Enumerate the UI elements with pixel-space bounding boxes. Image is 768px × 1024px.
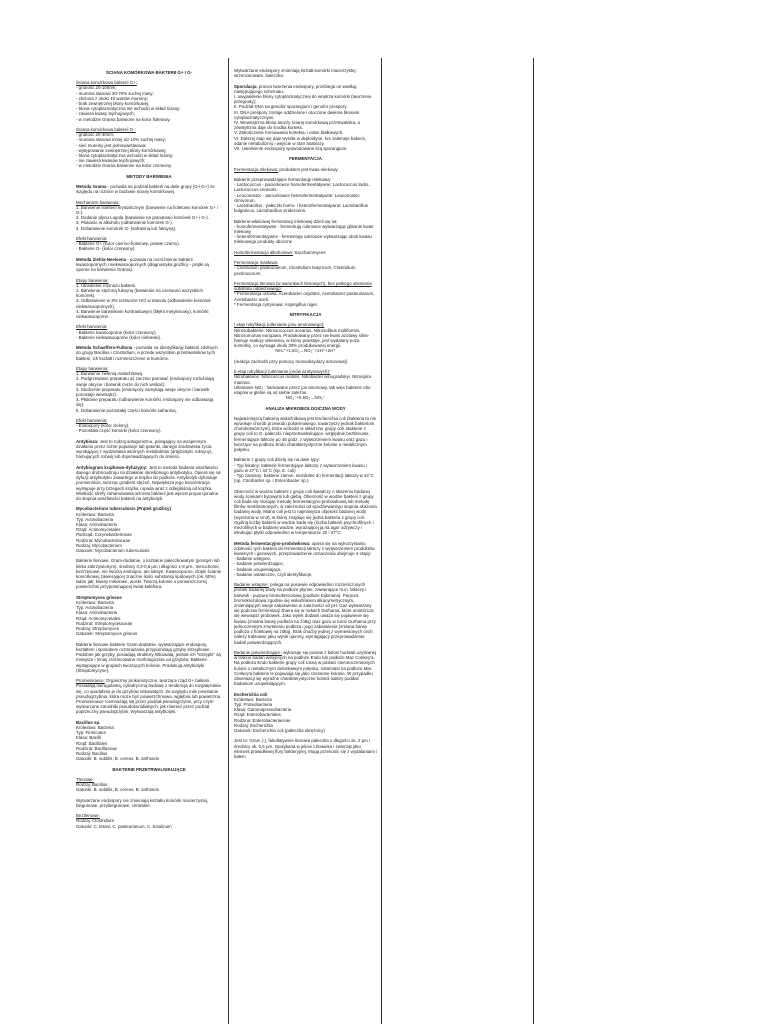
antybiogram-name: Antybiogram krążkowo-dyfuzyjny: xyxy=(76,464,148,470)
anaerobic-heading: Beztlenowe: xyxy=(76,813,100,819)
ecoli-tax-list xyxy=(234,697,377,733)
nit1-equation: NH₄⁺+1,5O₂→NO₂⁻+2H⁺+2H⁺ xyxy=(275,348,336,354)
gneg-section xyxy=(76,127,222,169)
aerobic-list xyxy=(76,782,222,792)
strep-tax-list xyxy=(76,600,222,636)
list-line: I. uwypuklenie błony cytoplazmatycznej do wnętrza komórki (tworzenie przegrody); xyxy=(234,94,372,105)
confirm-test-heading: Badanie potwierdzające: xyxy=(234,649,282,655)
confirm-test-paragraph xyxy=(234,650,377,686)
nit2-text: Nitrobakterie: Nitrococcus mobilis, Nitrobacter winogradskyi, Nitrospira marinus. xyxy=(234,374,371,385)
section-title-fermentation: FERMENTACJA xyxy=(289,156,322,162)
list-line: Gatunek: Mycobacterium tuberculosis xyxy=(76,548,150,554)
column-divider-middle xyxy=(381,58,382,1024)
section-title-staining: METODY BARWIENIA xyxy=(126,173,172,179)
strep-taxonomy xyxy=(76,595,222,637)
list-line: 2. Dodanie płynu Lugola (barwienie na granatowo komórek G+ i G-). xyxy=(76,215,209,221)
list-line: Rodzaj: Streptomyces xyxy=(76,626,119,632)
sporulation-name: Sporulacja xyxy=(234,83,257,89)
sf-stages-list xyxy=(76,371,222,413)
column-divider-right xyxy=(533,58,534,1024)
zn-stages xyxy=(76,278,222,320)
gram-paragraph xyxy=(76,184,222,194)
list-line: - grubość 20-100nm; xyxy=(76,85,117,91)
list-line: - Typ zamiany: bakterie zienne, niezdolne do fermentacji laktozy w 44°C (np. Citrobacter sp. i Enterobacter sp.). xyxy=(234,473,374,484)
list-line: Rodzaj: Escherichia xyxy=(234,722,273,728)
list-line: - w metodzie Grama barwione na kolor fioletowy. xyxy=(76,116,171,122)
list-line: Typ: Actinobacteria xyxy=(76,605,114,611)
list-line: II. Podział DNA na genofor sporangium i genofor prespory. xyxy=(234,104,348,110)
list-line: Klasa: Bacilli xyxy=(76,735,101,741)
myco-taxonomy xyxy=(76,506,222,553)
anaerobic-list xyxy=(76,818,222,828)
sf-effect-list xyxy=(76,423,222,433)
gram-name: Metoda Grama xyxy=(76,184,107,190)
section-title-spore-bacteria: BAKTERIE PRZETRWALNIKUJĄCE xyxy=(112,766,186,772)
sporulation-section xyxy=(234,84,377,152)
list-line: 4. Barwienie barwnikiem kontrastowym (błękit metylenowy); komórki niekwasooporne. xyxy=(76,308,209,320)
nit1-text: Nitrosobakterie: Nitrosococcus oceanus, Nitrosolibus multiformis, Nitrosomonas europaea. Produkowany przez nie kwas azotawy silnie hamuje reakcję utlenienia, w której powstaje, jest wydalany poza komórkę, co wymaga około 30% produkowanej energii. xyxy=(234,327,369,349)
promieniowce-text: Organizmy prokariotyczne, tworzące rząd G+ bakterii. Posiadają nierugulatną, cylindryczną budowę z tendencją do rozgałęziania się, co upodabnia je do grzybów nitkowatych. Ze względu mile powstanie pseudogrzybnia, która może być powierzchniowa, wgłębna lub powietrzna. Promieniowce rozmnażają się przez podział pseudogrzybni, przy czym wytworzone zarodniki pseudokonidialnych, jak również przez podział poprzeczny pseudogrzybni. Wytwarzają antybiotyki. xyxy=(76,678,222,715)
confirm-test-text: wykonuje się posiew z koloni hodowli uzyskanej w trakcie badań wstępnych na podłoże Endo lub podłoże Mac Conkey'a. Na podłożu Endo bakterie grupy coli rosną w postaci ciemnoczerwonych kolonii o metalicznym zielonkawym połysku, natomiast na podłożu Mac Conkey'a bakterie te pojawiają się jako czerwone kolonie. W przypadku obserwacji się wyraźne charakterystyczne kolonii należy poddać badaniom uzupełniającym. xyxy=(234,649,377,687)
list-line: Klasa: Gammaproteobacteria xyxy=(234,707,292,713)
list-line: 4. Płukanie preparatu (odbarwienie komórki, endospory nie odbarwiają się). xyxy=(76,397,214,408)
ecoli-taxonomy xyxy=(234,692,377,734)
alcohol-paragraph xyxy=(234,250,377,255)
sporulation-steps xyxy=(234,94,377,151)
list-line: 2. Barwienie stężoną fuksyną (barwienie na czerwono wszystkich komórek). xyxy=(76,288,203,299)
aerobic-section xyxy=(76,777,222,793)
list-line: Gatunek: Streptomyces griseus xyxy=(76,631,138,637)
list-line: Gatunki: C. tetani, C. pasteurianum, C. botulinum xyxy=(76,823,172,829)
list-line: - badanie potwierdzające, xyxy=(234,561,285,567)
zn-stages-heading: Etapy barwienia: xyxy=(76,277,109,283)
list-line: Królestwo: Bacteria xyxy=(76,511,114,517)
list-line: Bakterie z grupy coli dzielą się na dwie typy: xyxy=(234,457,320,463)
myco-tax-list xyxy=(76,512,222,554)
list-line: - nie zawiera kwasów tejchojowych; xyxy=(76,158,146,164)
list-line: - brak zewnętrznej błony komórkowej; xyxy=(76,101,150,107)
list-line: - mureina stanowi mniej niż 10% suchej masy; xyxy=(76,137,167,143)
list-line: Rząd: Bacillales xyxy=(76,740,108,746)
list-line: Bakterie przeprowadzające fermentację mlekową: xyxy=(234,177,331,183)
list-line: Rodzina: Enterobacteriaceae xyxy=(234,717,291,723)
section-title-nitrification: NITRYFIKACJA xyxy=(289,312,322,318)
list-line: Rodzina: Bacillaceae xyxy=(76,745,118,751)
gram-effect-heading: Efekt barwienia: xyxy=(76,236,108,242)
list-line: VII. Uwolnienie endospory spowodowane lizą sporangium. xyxy=(234,146,348,152)
list-line: - Bakterie kwasooporne (kolor czerwony). xyxy=(76,329,157,335)
list-line: - Pozostała część komórki (kolor czerwony). xyxy=(76,428,162,434)
gpos-list xyxy=(76,85,222,121)
list-line: Klasa: Actinobacteria xyxy=(76,610,118,616)
lactic-types-list xyxy=(234,219,377,245)
list-line: Gatunki: B. subtilis, B. cereus, B. anthracis xyxy=(76,756,159,762)
gram-mech-list xyxy=(76,205,222,231)
list-line: - sieć mureiny jest jednowarstwowa; xyxy=(76,142,147,148)
initial-test-heading: Badanie wstępne: xyxy=(234,582,269,588)
promieniowce-name: Promieniowce: xyxy=(76,678,105,684)
list-line: Typ: Firmicutes xyxy=(76,730,106,736)
list-line: - Lactobacillus - pałeczki homo- i heterofermentatywne: Lactobacillus bulgaricus, Lactobacillus viridescens. xyxy=(234,203,368,214)
zn-effect-list xyxy=(76,330,222,340)
strep-name: Streptomyces griseus xyxy=(76,594,122,600)
sf-stages xyxy=(76,366,222,413)
sf-name: Metoda Schaeffera-Fultona xyxy=(76,345,133,351)
list-line: Rodzina: Streptomycetaceae xyxy=(76,620,133,626)
list-line: 1. Barwienie zielenią malachitową. xyxy=(76,371,144,377)
butyric-list xyxy=(234,265,377,275)
list-line: VI. Dalszej etap się daje wyszła w deploidyne, kre zalemeje bakeric, udanie metabolizmu i wejście w stan anabiozy. xyxy=(234,135,367,146)
list-line: - homofermentatywne - fermentują cukrowce wytwarzając głównie kwas mlekowy xyxy=(234,223,374,235)
list-line: - Bakterie G- (kolor czerwony). xyxy=(76,246,136,252)
sporulation-paragraph xyxy=(234,84,377,94)
gram-mech-heading: Mechanizm barwienia: xyxy=(76,199,120,205)
sf-effect xyxy=(76,418,222,434)
list-line: - badanie uzupełniające, xyxy=(234,566,282,572)
anaerobic-section xyxy=(76,813,222,829)
water-coli-types xyxy=(234,457,377,483)
text-column-1 xyxy=(76,68,222,1024)
list-line: Rodzaj: Clostridium xyxy=(76,818,115,824)
antybioza-name: Antybioza: xyxy=(76,438,99,444)
list-line: III. DNA prespory zostaje oddzielone i otoczone dwiema błonami cytoplazmatycznymi. xyxy=(234,109,360,120)
list-line: 3. Studzenie preparatu (endospory zamykają swoje okrycie i barwnik pozostaje wewnątrz). xyxy=(76,386,210,398)
list-line: Bakterie-właściwej fermentacji mlekowej dzieli się na: xyxy=(234,218,338,224)
bacillus-name: Bacillus sp. xyxy=(76,719,101,725)
gram-text: - pozwala na podział bakterii na dwie grupy (G-i G+) ze względu na różnice w budowie ściany komórkowej. xyxy=(76,184,215,195)
aerobic-ferm-heading: Fermentacja tlenowa (w warunkach tlenowych), bez pełnego utlenienia substratu oddechowego: xyxy=(234,281,372,292)
strep-description: Bakterie tlenowe bakterie Gram-dodatnie, wytwarzające endospory, kształtem i sposobem rozmnażania przypominają grzyby strzępkowe. Podobne jak grzyby, posiadają struktury nitkowatą, jednak ich "strzępki" są mniejsze i mniej zróżnicowane morfologicznie od grzybów. Bakterie występujące w grupach tworzących kolonie. Produkują antybiotyki (Streptomycyne). xyxy=(76,641,221,673)
antybiogram-text: Jest to metoda badania wrażliwości danego drobnoustroju na działanie określonego antybiotyku. Opiera się na dyfuzji antybiotyku zawartego w krążku do podłoża. Antybiotyk dyfunduje promieniście, tworząc gradient stężeń. Największa jego koncentracja występuje przy brzegach krążka i spada wraz z odległością od krążka. Wielkość strefy zahamowania wzrostu bakterii jest wprost proporcjonalna do stopnia wrażliwości bakterii na antybiotyk. xyxy=(76,464,221,502)
promieniowce-paragraph xyxy=(76,678,222,714)
list-line: 5. Dobarwienie pozostałej części komórki safraniną. xyxy=(76,407,177,413)
zn-text: - pozwala na rozróżnienie bakterii kwasoopornych i niekwasoopornych (diagnostyka gruźlicy - prątki są oporne na barwienie Grama). xyxy=(76,256,210,273)
list-line: - heterofermentatywne - fermentują cukrowce wytwarzając obok kwasu mlekowego produkty uboczne xyxy=(234,234,372,245)
section-title-water-analysis: ANALIZA MIKROBIOLOGICZNA WODY xyxy=(265,405,346,411)
nit1-heading: I etap nitryfikacji (utlenianie jonu amonowego): xyxy=(234,322,325,328)
ecoli-name: Escherichia coli xyxy=(234,691,268,697)
list-line: Rodzaj: Bacillus xyxy=(76,781,108,787)
aerobic-description: Wytwarzane endospory nie zmieniają kształtu komórki macierzystej, biegunowe, przybiegunowe, centralne. xyxy=(76,797,209,808)
list-line: - wytępowanie zewnętrznej błony komórkowej; xyxy=(76,147,167,153)
intro-paragraph: Wytwarzane endospory zmieniają kształt komórki macierzystej: wrzecionowate, bułeczka. xyxy=(234,68,357,79)
list-line: 2. Podgrzewanie preparatu aż zacznie parować (endospory rozluźniają swoje okrycie i barwnik może do nich wnikać). xyxy=(76,376,214,387)
zn-effect-heading: Efekt barwienia: xyxy=(76,324,108,330)
ecoli-description: Jest to: Gram (-), fakultatywnie tlenowa pałeczka o długości ok. 2 µm i średnicy ok. 0,6 µm. Spotykana w jelicie człowieka i zwierząt jako element prawidłowej flory bakteryjnej. Mogą przenosić się z wydalaniami i kałem. xyxy=(234,738,377,759)
sf-stages-heading: Etapy barwienia: xyxy=(76,366,109,372)
nit2-heading: II etap nitryfikacji (utlenianie jonów azotynowych): xyxy=(234,369,331,375)
zn-effect xyxy=(76,324,222,340)
mfp-text: opiera się na wykorzystaniu zdolności tych bakterii do fermentacji laktozy z wytworzeniem produktów kwaśnych i gazowych, przeprowadzenie oznaczenia obejmuje 4 etapy: xyxy=(234,540,375,557)
list-line: Królestwo: Bacteria xyxy=(234,696,272,702)
myco-name: Mycobacterium tuberculosis (Prątek gruźlicy) xyxy=(76,506,171,512)
mfp-section xyxy=(234,541,377,577)
list-line: - w metodzie Grama barwione na kolor czerwony. xyxy=(76,163,173,169)
zn-paragraph xyxy=(76,257,222,273)
list-line: IV. Wewnątrzna błona tworzy ścianę komórkową przetrwalnika, a zewnętrzna daje do środka korteks. xyxy=(234,120,360,131)
nitrification-stage-1 xyxy=(234,322,377,353)
list-line: - błona cytoplazmatyczna nie wchodzi w skład ściany; xyxy=(76,106,181,112)
nit2-equation: NO₂⁻+0,5O₂→NO₃⁻ xyxy=(285,395,326,401)
list-line: - mureina stanowi 30-70% suchej masy; xyxy=(76,90,154,96)
zn-name: Metoda Ziehla-Neelsena xyxy=(76,256,127,262)
list-line: Królestwo: Bacteria xyxy=(76,600,114,606)
list-line: - złożona z około 40 warstw mureiny; xyxy=(76,95,148,101)
nit1-note: (reakcja zachodzi przy pomocy monooksydazy amonowej) xyxy=(234,358,348,364)
mfp-paragraph xyxy=(234,541,377,557)
alcohol-heading: Homofermentacja alkoholowa: xyxy=(234,249,294,255)
water-paragraph-3: Obecność w wodzie bakterii z grupy coli świadczy o skażeniu badanej wody ściekami bytowymi lub glebą. Obecność w wodzie bakterii z grupy coli bada się stosując metodę fermentacyjno-probówkową lub metodę filtrów membranowych, w zależności od spodziewanego stopnia skażenia badanej wody. Miano coli jest to najmniejsza objętość badanej wody (wyrażona w cm3), w której znajduje się jedna bakteria z grupy coli. Ogólną liczbę bakterii w wodzie bada się (liczba bakterii psychrofilnych i mezofilnych w badanej wodzie, wyrażającej ją na agar odżywczy i inkubując płytki odpowiednio w temperaturze 20 i 37°C. xyxy=(234,488,377,536)
aerobic-heading: Tlenowe: xyxy=(76,776,94,782)
list-line: Gatunek: Escherichia coli (pałeczka okrężnicy) xyxy=(234,727,325,733)
sporulation-text: : proces tworzenia endospory, przebiega on według następującego schematu: xyxy=(234,83,357,94)
list-line: 3. Płukanie w alkoholu (odbarwienie komórek G-). xyxy=(76,220,173,226)
aerobic-ferm-section xyxy=(234,281,377,307)
gneg-heading: Ściana komórkowa bakterii G-: xyxy=(76,127,136,133)
list-line: * Fermentacja cytrynowa: Aspergillus niger. xyxy=(234,301,318,307)
bacillus-taxonomy xyxy=(76,720,222,762)
list-line: - Leuconostoc - paciorkowce heterofermentatywne: Leuconostoc citrovorum. xyxy=(234,192,360,203)
bacillus-tax-list xyxy=(76,725,222,761)
antybioza-text: Jest to rodzaj antagonizmu, polegający na wzajemnym działaniu przez różne populacje lub gatunki, danego środowiska życia wynikającej z wydzielania wtórnych metabolitów (antybiotyki, toksyny), hamujących rozwój lub doprowadzających do śmierci. xyxy=(76,438,213,460)
list-line: - Bakterie niekwasooporne (kolor niebieski). xyxy=(76,334,162,340)
list-line: - Typ fekalny: bakterie fermentujące laktozę z wytworzeniem kwasu i gazu w 37°C i 44°C (np. E. coli) xyxy=(234,462,367,473)
lactic-paragraph xyxy=(234,167,377,172)
list-line: - Endospory (kolor zielony). xyxy=(76,423,130,429)
list-line: 4. Dobarwienie komórek G- (safraniną lub fuksyną). xyxy=(76,225,177,231)
list-line: - badanie ostateczne, czyli identyfikacje. xyxy=(234,571,313,577)
lactic-text: produktem jest kwas mlekowy xyxy=(278,166,338,172)
water-paragraph-1: Najważniejszą bakterią wskaźnikową jest Escherichia coli (bakteria ta nie wywołuje chorób przewodu pokarmowego, towarzyszy jednak bakteriom chorobotwórczym), która wchodzi w skład tzw. grupy coli. Bakterie z grupy coli to G- pałeczki, nieprzetrwalnikujące, względnie beztlenowe, fermentujące laktozę po 48 godz. z wytworzeniem kwasu oraz gazu i tworzące na podłożu Endo charakterystyczne kolonie o metalicznym połysku. xyxy=(234,415,377,453)
sf-effect-heading: Efekt barwienia: xyxy=(76,418,108,424)
gram-mechanism xyxy=(76,200,222,231)
list-line: - błona cytoplazmatyczna wchodzi w skład ściany; xyxy=(76,153,174,159)
zn-stages-list xyxy=(76,283,222,319)
list-line: - badanie wstępne, xyxy=(234,556,272,562)
list-line: Rodzina: Mycobacteriaceae xyxy=(76,537,131,543)
list-line: Rząd: Actinomycetales xyxy=(76,527,121,533)
sf-text: - pozwala na identyfikację bakterii zdolnych do grupy Bacillus i Clostridium, a przede wszystkim przetrwalników tych bakterii, ich kształt i rozmieszczenie w komórce. xyxy=(76,345,218,361)
list-line: - zawiera kwasy tejchojowych; xyxy=(76,111,135,117)
aerobic-ferm-list xyxy=(234,291,377,307)
gram-effect-list xyxy=(76,241,222,251)
initial-test-paragraph xyxy=(234,582,377,644)
list-line: Typ: Actinobacteria xyxy=(76,516,114,522)
antybiogram-paragraph xyxy=(76,465,222,501)
list-line: Rodzaj: Bacillus xyxy=(76,750,108,756)
lactic-heading: Fermentacja mlekowa: xyxy=(234,166,279,172)
list-line: - Lactococcus - paciorkowce homofermentatywne: Lactococcus lactis, Lactococcus cremoris. xyxy=(234,182,370,193)
gpos-heading: Ściana komórkowa bakterii G+: xyxy=(76,80,137,86)
list-line: 1. Utrwalenie rozmazu bakterii. xyxy=(76,282,137,288)
list-line: Rząd: Actinomycetales xyxy=(76,615,121,621)
list-line: Gatunki: B. subtilis, B. cereus, B. anthracis xyxy=(76,787,159,793)
list-line: * Fermentacja octowa: Acetobacter oxydans, Acetobacter pasteurianum, Acetobacter aceti. xyxy=(234,291,375,302)
list-line: 1. Barwienie fioletem krystalicznym (barwienie na fioletowo komórek G+ i G-). xyxy=(76,204,218,216)
mfp-list xyxy=(234,556,377,577)
butyric-section xyxy=(234,260,377,276)
text-column-2 xyxy=(234,68,377,1024)
list-line: Typ: Proteobacteria xyxy=(234,701,273,707)
list-line: Klasa: Actinobacteria xyxy=(76,522,118,528)
section-title-cell-wall: ŚCIANA KOMÓRKOWA BAKTERII G+ I G- xyxy=(106,70,192,75)
list-line: Królestwo: Bacteria xyxy=(76,724,114,730)
lactic-bacteria-list xyxy=(234,177,377,213)
list-line: - Bakterie G+ (kolor ciemno-fioletowy, prawie czarny). xyxy=(76,241,180,247)
gram-effect xyxy=(76,236,222,252)
list-line: Rodzaj: Mycobacterium xyxy=(76,542,122,548)
alcohol-text: Saccharomyces xyxy=(293,249,326,255)
list-line: 3. Odbarwienie w 3% roztworze HCl w etanolu (odbarwienie komórek niekwasoopornych). xyxy=(76,298,211,309)
initial-test-text: polega na posiewie odpowiednio rozcieńczonych próbek badanej wody na podłoże płynne, zawierające m.in. laktozę i barwnik - purpurę bromokrezolową (podłoże Eijkmana). Purpura bromokrezolowa zgodnie się wskaźnikiem alkacymetrycznym, zmieniającym swoje zabarwienie w zależności od pH. Gaz wytwarzany się podczas fermentacji zbiera się w rurkach Durhama, które umieszcza się wewnątrz probówek. Jako wynik dodatni uważa się pojawienie się kwasu (zmiana barwy podłoża na żółtą) oraz gazu w rurce Durhama przy jednoczesnym zmętnieniu podłoża i jego zabarwienia (zmiana barwy podłoża z fioletowej na żółtą). Brak choćby jednej z wymienionych cech należy traktować jako wynik ujemny, wymagający przeprowadzenia badań potwierdzających. xyxy=(234,582,376,645)
myco-description: Bakterie tlenowe, Gram-dodatnie, o kształcie pałeczkowatym (prostym lub lekko zakrzywionym), średnicy 0,3-0,6 μm i długości 1-8 μm., nieruchome, bezrzęsowe, nie tworzą endospor, ani toksyn. Kwasooporne, dzięki ścianie komórkowej zawierającej znaczne ilości substancji lipidowych (ok. 60%) także jak: kwasy mikolowe, woski. Tworzą kolonie o pomarszczonej powierzchni przypominającej kwiat kalafiora. xyxy=(76,558,222,590)
butyric-heading: Fermentacja masłowa: xyxy=(234,260,279,266)
list-line: - Clostridium pasteurianum, Clostridium butyricum, Clostridium pectinovorum. xyxy=(234,265,356,276)
list-line: Rząd: Enterobacteriales xyxy=(234,712,281,718)
nit2-text-2: Utlenianie NO₂⁻ hamowane przez jon amonowy, tak więc bakterie obu etapów w glebie są od siebie zależne. xyxy=(234,384,371,396)
antybioza-paragraph xyxy=(76,439,222,460)
sf-paragraph xyxy=(76,345,222,361)
list-line: Podrząd: Corynebacterineae xyxy=(76,532,132,538)
gneg-list xyxy=(76,132,222,168)
gpos-section xyxy=(76,80,222,122)
mfp-name: Metoda fermentacyjno-probówkowa: xyxy=(234,540,311,546)
column-divider-left xyxy=(228,58,229,1024)
list-line: V. Zakończenie formowania korteksu i osłon białkowych. xyxy=(234,130,344,136)
nitrification-stage-2 xyxy=(234,369,377,400)
list-line: - grubość 20-30nm; xyxy=(76,132,115,138)
